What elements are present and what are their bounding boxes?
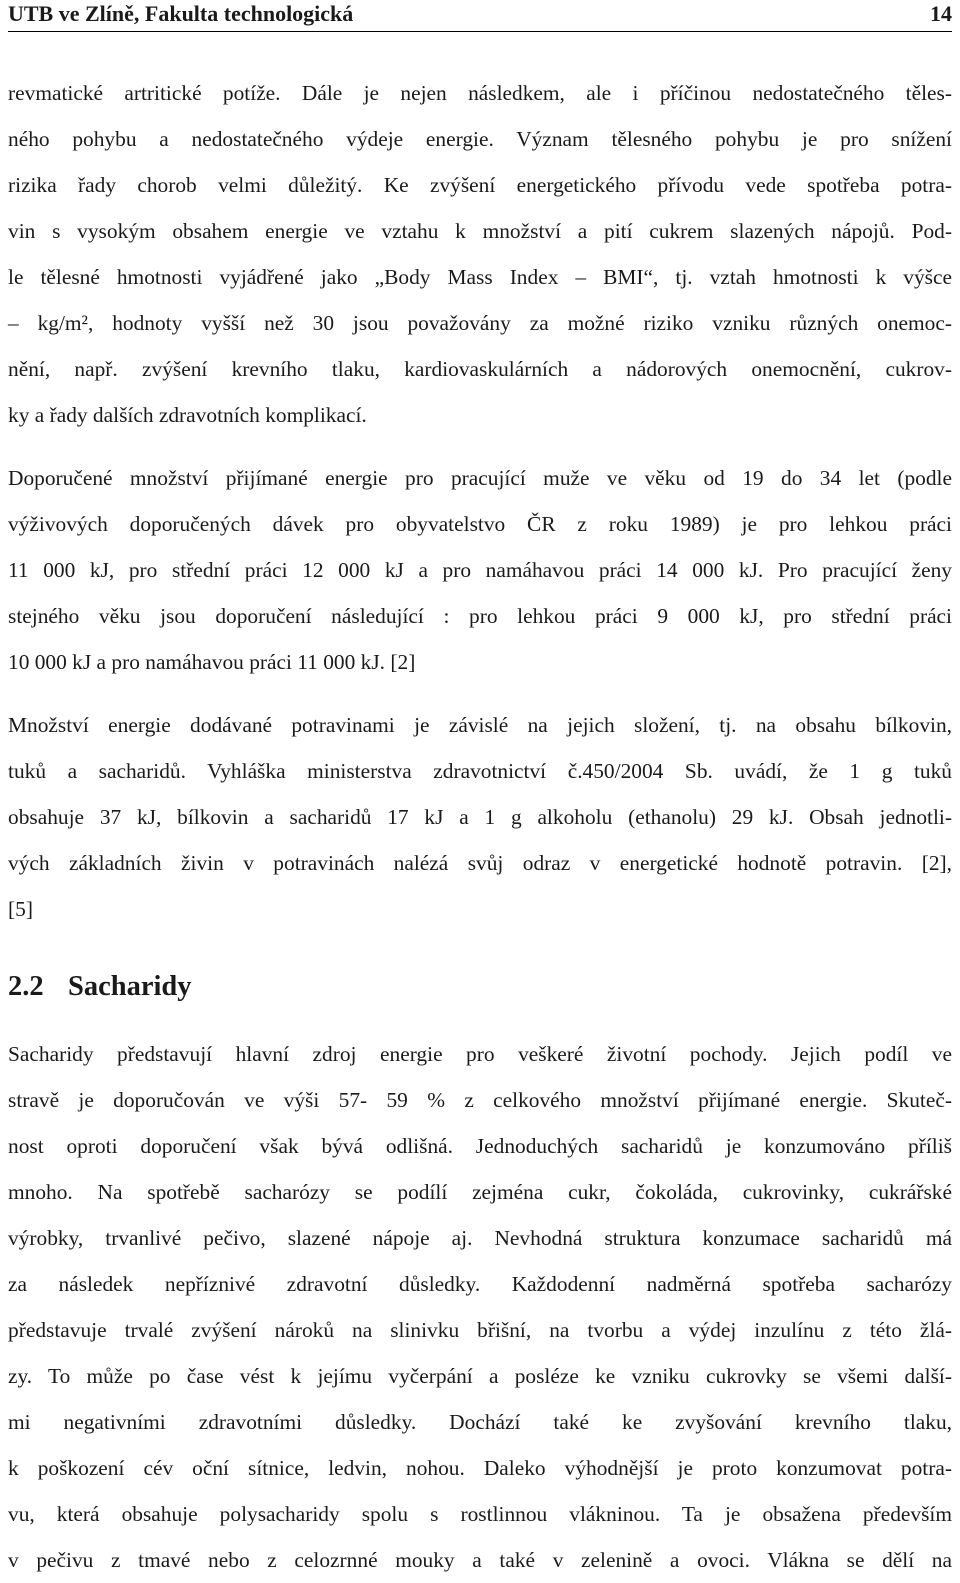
text-line: Doporučené množství přijímané energie pro pracující muže ve věku od 19 do 34 let (podle <box>8 466 952 490</box>
text-line: vin s vysokým obsahem energie ve vztahu k množství a pití cukrem slazených nápojů. Pod- <box>8 219 952 243</box>
text-line: za následek nepříznivé zdravotní důsledky. Každodenní nadměrná spotřeba sacharózy <box>8 1272 952 1296</box>
text-line: mnoho. Na spotřebě sacharózy se podílí zejména cukr, čokoláda, cukrovinky, cukrářské <box>8 1180 952 1204</box>
text-line: [5] <box>8 897 33 921</box>
text-line: výrobky, trvanlivé pečivo, slazené nápoje aj. Nevhodná struktura konzumace sacharidů má <box>8 1226 952 1250</box>
header-title: UTB ve Zlíně, Fakulta technologická <box>8 1 354 26</box>
text-line: obsahuje 37 kJ, bílkovin a sacharidů 17 kJ a 1 g alkoholu (ethanolu) 29 kJ. Obsah jednotli- <box>8 805 952 829</box>
text-line: ky a řady dalších zdravotních komplikací. <box>8 403 367 427</box>
text-line: revmatické artritické potíže. Dále je nejen následkem, ale i příčinou nedostatečného těles- <box>8 81 952 105</box>
text-line: stejného věku jsou doporučení následující : pro lehkou práci 9 000 kJ, pro střední práci <box>8 604 952 628</box>
page-header <box>8 0 952 32</box>
text-line: nost oproti doporučení však bývá odlišná. Jednoduchých sacharidů je konzumováno příliš <box>8 1134 952 1158</box>
text-line: v pečivu z tmavé nebo z celozrnné mouky a také v zelenině a ovoci. Vlákna se dělí na <box>8 1548 952 1572</box>
section-heading <box>8 962 952 1012</box>
text-line: rizika řady chorob velmi důležitý. Ke zvýšení energetického přívodu vede spotřeba potra- <box>8 173 952 197</box>
text-line: představuje trvalé zvýšení nároků na slinivku břišní, na tvorbu a výdej inzulínu z této žlá- <box>8 1318 952 1342</box>
text-line: Sacharidy představují hlavní zdroj energie pro veškeré životní pochody. Jejich podíl ve <box>8 1042 952 1066</box>
text-line: tuků a sacharidů. Vyhláška ministerstva zdravotnictví č.450/2004 Sb. uvádí, že 1 g tuků <box>8 759 952 783</box>
text-line: ného pohybu a nedostatečného výdeje energie. Význam tělesného pohybu je pro snížení <box>8 127 952 151</box>
text-line: vých základních živin v potravinách nalézá svůj odraz v energetické hodnotě potravin. [2], <box>8 851 952 875</box>
text-line: vu, která obsahuje polysacharidy spolu s rostlinnou vlákninou. Ta je obsažena především <box>8 1502 952 1526</box>
text-line: Množství energie dodávané potravinami je závislé na jejich složení, tj. na obsahu bílkovin, <box>8 713 952 737</box>
page-body <box>8 70 952 1583</box>
paragraph-1 <box>8 70 952 438</box>
text-line: zy. To může po čase vést k jejímu vyčerpání a posléze ke vzniku cukrovky se všemi další- <box>8 1364 952 1388</box>
paragraph-2 <box>8 455 952 685</box>
text-line: – kg/m², hodnoty vyšší než 30 jsou považovány za možné riziko vzniku různých onemoc- <box>8 311 952 335</box>
page-number: 14 <box>930 1 952 26</box>
text-line: nění, např. zvýšení krevního tlaku, kardiovaskulárních a nádorových onemocnění, cukrov- <box>8 357 952 381</box>
text-line: 10 000 kJ a pro namáhavou práci 11 000 kJ. [2] <box>8 650 416 674</box>
text-line: mi negativními zdravotními důsledky. Dochází také ke zvyšování krevního tlaku, <box>8 1410 952 1434</box>
text-line: k poškození cév oční sítnice, ledvin, nohou. Daleko výhodnější je proto konzumovat potra- <box>8 1456 952 1480</box>
text-line: stravě je doporučován ve výši 57- 59 % z celkového množství přijímané energie. Skuteč- <box>8 1088 952 1112</box>
section-title: Sacharidy <box>68 971 192 1002</box>
section-paragraph <box>8 1031 952 1583</box>
paragraph-3 <box>8 702 952 932</box>
section-number: 2.2 <box>8 971 44 1002</box>
text-line: 11 000 kJ, pro střední práci 12 000 kJ a pro namáhavou práci 14 000 kJ. Pro pracující ženy <box>8 558 952 582</box>
text-line: le tělesné hmotnosti vyjádřené jako „Body Mass Index – BMI“, tj. vztah hmotnosti k výšce <box>8 265 952 289</box>
text-line: výživových doporučených dávek pro obyvatelstvo ČR z roku 1989) je pro lehkou práci <box>8 512 952 536</box>
